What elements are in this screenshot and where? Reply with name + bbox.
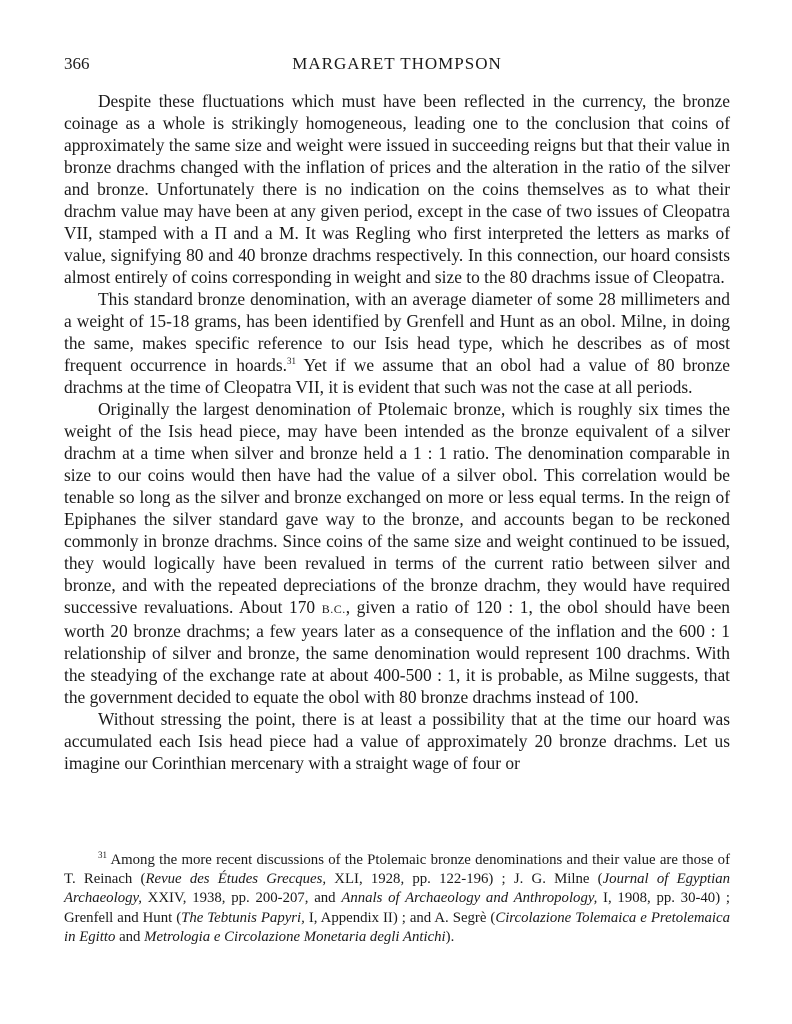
footnote-mark: 31	[98, 850, 107, 861]
footnote-text: Among the more recent discussions of the Ptolemaic bronze denominations and their value are those of T. Reinach (	[64, 852, 730, 888]
page-number: 366	[64, 54, 90, 73]
footnotes	[64, 851, 730, 947]
citation-title: The Tebtunis Papyri,	[181, 909, 305, 926]
running-head: MARGARET THOMPSON	[292, 54, 502, 73]
paragraph-3	[64, 398, 730, 708]
paragraph-2	[64, 288, 730, 398]
paragraph-4: Without stressing the point, there is at least a possibility that at the time our hoard was accumulated each Isis head piece had a value of approximately 20 bronze drachms. Let us imagine our Corinthian mercenary with a straight wage of four or	[64, 709, 730, 773]
citation-title: Annals of Archaeology and Anthropology,	[341, 890, 598, 907]
footnote-31	[64, 851, 730, 947]
citation-title: Metrologia e Circolazione Monetaria degli Antichi	[144, 928, 446, 945]
page-header	[64, 54, 730, 78]
footnote-text: I, 1908, pp. 30-40) ; Grenfell and Hunt (	[64, 890, 730, 926]
footnote-text: ).	[445, 928, 455, 945]
paragraph-2-text-a: This standard bronze denomination, with an average diameter of some 28 millimeters and a weight of 15-18 grams, has been identified by Grenfell and Hunt as an obol. Milne, in doing the same, makes specific reference to our Isis head type, which he describes as of most frequent occurrence in hoards.	[64, 289, 730, 375]
citation-title: Journal of Egyptian Archaeology,	[64, 871, 730, 907]
paragraph-3-text-b: , given a ratio of 120 : 1, the obol should have been worth 20 bronze drachms; a few years later as a consequence of the inflation and the 600 : 1 relationship of silver and bronze, the same denomination would represent 100 drachms. With the steadying of the exchange rate at about 400-500 : 1, it is probable, as Milne suggests, that the government decided to equate the obol with 80 bronze drachms instead of 100.	[64, 597, 730, 707]
footnote-text: and	[115, 928, 145, 945]
paragraph-3-text-a: Originally the largest denomination of Ptolemaic bronze, which is roughly six times the weight of the Isis head piece, may have been intended as the bronze equivalent of a silver drachm at a time when silver and bronze held a 1 : 1 ratio. The denomination comparable in size to our coins would then have had the value of a silver obol. This correlation would be tenable so long as the silver and bronze exchanged on more or less equal terms. In the reign of Epiphanes the silver standard gave way to the bronze, and accounts began to be reckoned commonly in bronze drachms. Since coins of the same size and weight continued to be issued, they would logically have been revalued in terms of the current ratio between silver and bronze, and with the repeated depreciations of the bronze drachm, they would have required successive revaluations. About 170	[64, 399, 730, 617]
era-abbreviation: B.C.	[321, 602, 346, 616]
footnote-text: XXIV, 1938, pp. 200-207, and	[141, 890, 342, 907]
paragraph-2-text-b: Yet if we assume that an obol had a value of 80 bronze drachms at the time of Cleopatra VII, it is evident that such was not the case at all periods.	[64, 355, 730, 397]
citation-title: Revue des Études Grecques,	[145, 871, 327, 888]
citation-title: Circolazione Tolemaica e Pretolemaica in Egitto	[64, 909, 731, 945]
paragraph-1: Despite these fluctuations which must have been reflected in the currency, the bronze coinage as a whole is strikingly homogeneous, leading one to the conclusion that coins of approximately the same size and weight were issued in succeeding reigns but that their value in bronze drachms changed with the inflation of prices and the alteration in the ratio of the silver and bronze. Unfortunately there is no indication on the coins themselves as to what their drachm value may have been at any given period, except in the case of two issues of Cleopatra VII, stamped with a Π and a M. It was Regling who first interpreted the letters as marks of value, signifying 80 and 40 bronze drachms respectively. In this connection, our hoard consists almost entirely of coins corresponding in weight and size to the 80 drachms issue of Cleopatra.	[64, 91, 730, 287]
footnote-text: XLI, 1928, pp. 122-196) ; J. G. Milne (	[326, 871, 603, 888]
main-text	[64, 90, 730, 774]
footnote-reference[interactable]: 31	[286, 356, 296, 367]
footnote-text: I, Appendix II) ; and A. Segrè (	[304, 909, 496, 926]
